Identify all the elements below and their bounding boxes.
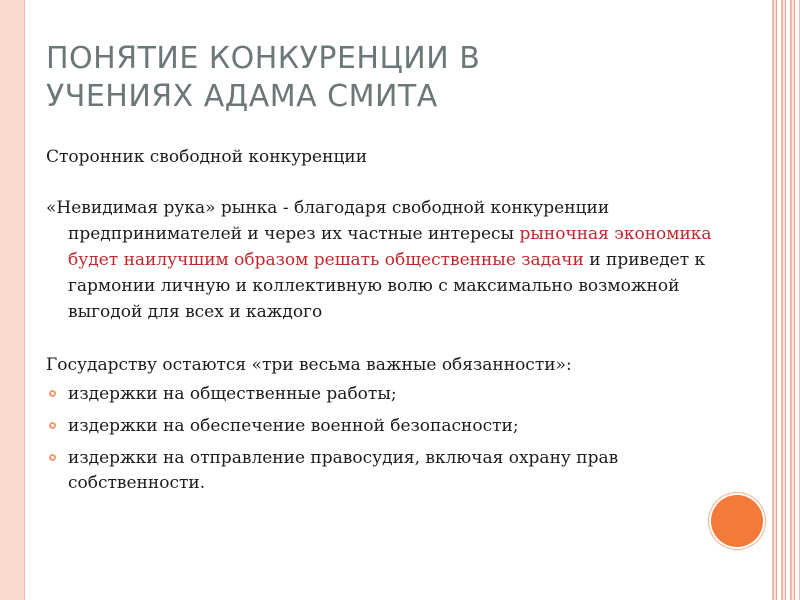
circle-bullet-icon	[49, 390, 56, 397]
right-decor-stripes	[770, 0, 800, 600]
list-item-text: издержки на отправление правосудия, включая охрану прав собственности.	[68, 448, 619, 493]
invisible-hand-text-start: «Невидимая рука» рынка - благодаря свободной конкуренции предпринимателей и через их частные интересы	[46, 198, 610, 244]
left-decor-band	[0, 0, 25, 600]
highlighted-text: рыночная экономика будет наилучшим образом решать общественные задачи	[68, 224, 712, 270]
list-item	[46, 382, 736, 407]
list-item	[46, 414, 736, 439]
slide-title-line-1: ПОНЯТИЕ КОНКУРЕНЦИИ В	[46, 41, 481, 76]
list-item-text: издержки на обеспечение военной безопасности;	[68, 416, 519, 436]
slide-title-line-2: УЧЕНИЯХ АДАМА СМИТА	[46, 79, 438, 114]
slide-title	[46, 40, 746, 116]
duties-list	[46, 382, 736, 496]
slide-content	[46, 144, 736, 503]
circle-bullet-icon	[49, 454, 56, 461]
invisible-hand-text-end: и приведет к гармонии личную и коллективную волю с максимально возможной выгодой для всех и каждого	[68, 250, 706, 322]
circle-bullet-icon	[49, 422, 56, 429]
paragraph-state-duties: Государству остаются «три весьма важные обязанности»:	[46, 355, 572, 375]
paragraph-supporter: Сторонник свободной конкуренции	[46, 147, 368, 167]
list-item	[46, 446, 736, 496]
orange-circle-decoration	[711, 495, 763, 547]
list-item-text: издержки на общественные работы;	[68, 384, 397, 404]
paragraph-invisible-hand	[46, 195, 736, 325]
